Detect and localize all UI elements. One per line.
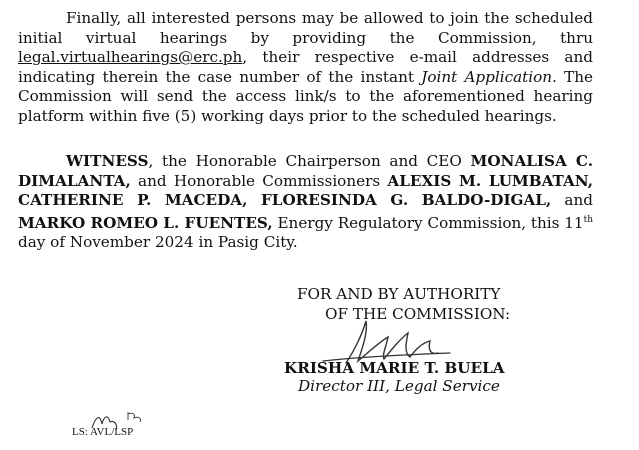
commissioner-names: ALEXIS M. LUMBATAN, CATHERINE P. MACEDA, FLORESINDA G. BALDO-DIGAL, [18,171,593,210]
initials-text: LS: AVL/LSP [72,426,134,438]
signatory-title: Director III, Legal Service [298,377,500,395]
witness-text-c: and [551,191,593,210]
last-commissioner-name: MARKO ROMEO L. FUENTES, [18,213,273,232]
ordinal-suffix: th [583,214,594,225]
signatory-name: KRISHA MARIE T. BUELA [284,359,505,377]
witness-paragraph [18,152,593,253]
witness-text-d: Energy Regulatory Commission, this 11 [272,213,584,232]
witness-label: WITNESS [66,152,149,170]
joint-application-term: Joint Application [421,67,553,86]
hearing-text-a: Finally, all interested persons may be allowed to join the scheduled initial virtual hearings by providing the Commission, thru [18,9,593,47]
chairperson-name: MONALISA C. DIMALANTA, [18,152,594,190]
witness-text-e: day of November 2024 in Pasig City. [18,233,298,252]
witness-text-a: , the Honorable Chairperson and CEO [148,152,471,170]
authority-line-1: FOR AND BY AUTHORITY [297,285,501,303]
authority-line-2: OF THE COMMISSION: [325,305,511,323]
email-link[interactable]: legal.virtualhearings@erc.ph [18,48,243,67]
hearing-text-b: , their respective e-mail addresses and indicating therein the case number of the instant [18,48,593,86]
hearing-paragraph [18,9,593,127]
witness-text-b: and Honorable Commissioners [130,171,388,190]
hearing-text-c: . The Commission will send the access link/s to the aforementioned hearing platform within five (5) working days prior to the scheduled hearings. [18,67,594,125]
